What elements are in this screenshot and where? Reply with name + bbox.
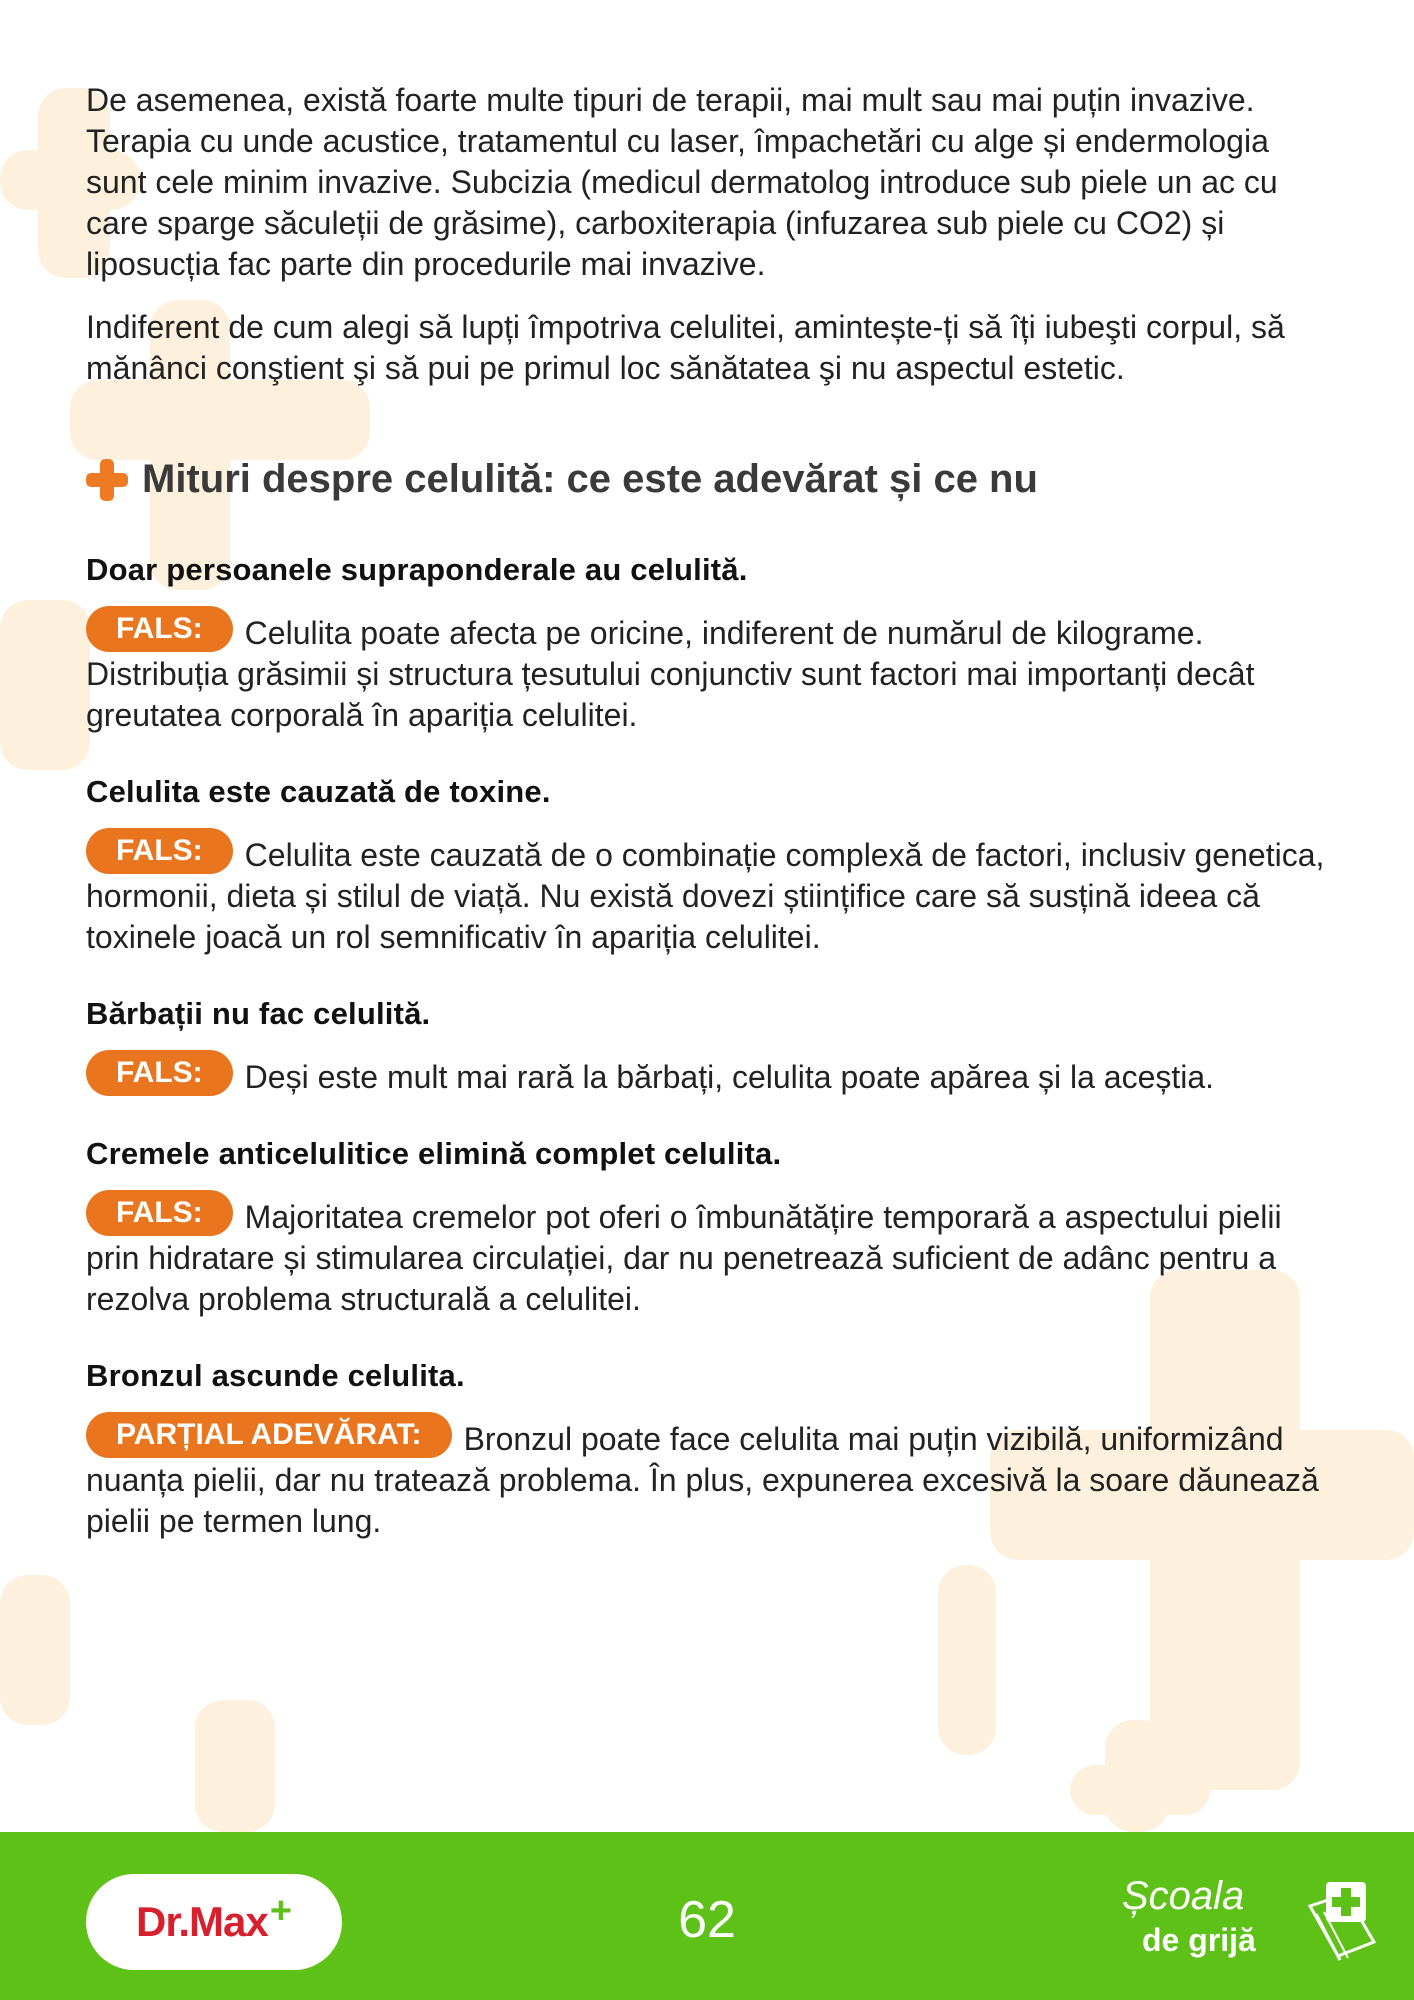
myth-question: Bronzul ascunde celulita. bbox=[86, 1358, 465, 1393]
myth-question: Doar persoanele supraponderale au celulită. bbox=[86, 552, 748, 587]
footer-bar bbox=[0, 1832, 1414, 2000]
intro-paragraph: Indiferent de cum alegi să lupți împotriva celulitei, amintește-ți să îți iubeşti corpul, să mănânci conştient şi să pui pe primul loc sănătatea şi nu aspectul estetic. bbox=[86, 309, 1285, 386]
verdict-badge: FALS: bbox=[86, 1190, 233, 1236]
school-logo-line1: Școala bbox=[1122, 1874, 1245, 1918]
myth-item bbox=[86, 1358, 1336, 1542]
verdict-badge: PARȚIAL ADEVĂRAT: bbox=[86, 1412, 452, 1458]
verdict-badge: FALS: bbox=[86, 828, 233, 874]
scoala-de-grija-logo bbox=[1118, 1872, 1384, 1982]
section-heading bbox=[86, 457, 1336, 502]
myth-item bbox=[86, 774, 1336, 958]
verdict-badge: FALS: bbox=[86, 606, 233, 652]
myth-answer: Majoritatea cremelor pot oferi o îmbunătățire temporară a aspectului pielii prin hidratare și stimularea circulației, dar nu penetrează suficient de adânc pentru a rezolva problema structurală a celulitei. bbox=[86, 1199, 1282, 1317]
myth-answer-text bbox=[86, 606, 1336, 736]
myth-question: Cremele anticelulitice elimină complet celulita. bbox=[86, 1136, 782, 1171]
plus-icon bbox=[86, 459, 128, 501]
myth-item bbox=[86, 1136, 1336, 1320]
myth-answer-text bbox=[86, 1050, 1336, 1098]
myth-item bbox=[86, 552, 1336, 736]
myth-answer-text bbox=[86, 1412, 1336, 1542]
book-plus-icon bbox=[1304, 1880, 1380, 1964]
page-content bbox=[86, 80, 1336, 1580]
drmax-logo bbox=[86, 1874, 342, 1970]
myth-answer: Celulita poate afecta pe oricine, indiferent de numărul de kilograme. Distribuția grăsimii și structura țesutului conjunctiv sunt factori mai importanți decât greutatea corporală în apariția celulitei. bbox=[86, 615, 1255, 733]
myth-answer: Celulita este cauzată de o combinație complexă de factori, inclusiv genetica, hormonii, dieta și stilul de viață. Nu există dovezi științifice care să susțină ideea că toxinele joacă un rol semnificativ în apariția celulitei. bbox=[86, 837, 1325, 955]
logo-text: Dr.Max bbox=[136, 1898, 268, 1945]
myth-answer: Deși este mult mai rară la bărbați, celulita poate apărea și la aceștia. bbox=[244, 1059, 1215, 1095]
intro-paragraph: De asemenea, există foarte multe tipuri de terapii, mai mult sau mai puțin invazive. Terapia cu unde acustice, tratamentul cu laser, împachetări cu alge și endermologia sunt cele minim invazive. Subcizia (medicul dermatolog introduce sub piele un ac cu care sparge săculeții de grăsime), carboxiterapia (infuzarea sub piele cu CO2) și liposucția fac parte din procedurile mai invazive. bbox=[86, 82, 1278, 282]
myth-question: Bărbații nu fac celulită. bbox=[86, 996, 431, 1031]
myth-answer-text bbox=[86, 1190, 1336, 1320]
page-number: 62 bbox=[678, 1891, 736, 1949]
myth-question: Celulita este cauzată de toxine. bbox=[86, 774, 551, 809]
section-title: Mituri despre celulită: ce este adevărat și ce nu bbox=[142, 457, 1038, 501]
myth-answer-text bbox=[86, 828, 1336, 958]
myth-item bbox=[86, 996, 1336, 1098]
myth-answer: Bronzul poate face celulita mai puțin vizibilă, uniformizând nuanța pielii, dar nu tratează problema. În plus, expunerea excesivă la soare dăunează pielii pe termen lung. bbox=[86, 1421, 1319, 1539]
verdict-badge: FALS: bbox=[86, 1050, 233, 1096]
school-logo-line2: de grijă bbox=[1142, 1922, 1256, 1958]
logo-plus-icon: + bbox=[269, 1889, 292, 1932]
